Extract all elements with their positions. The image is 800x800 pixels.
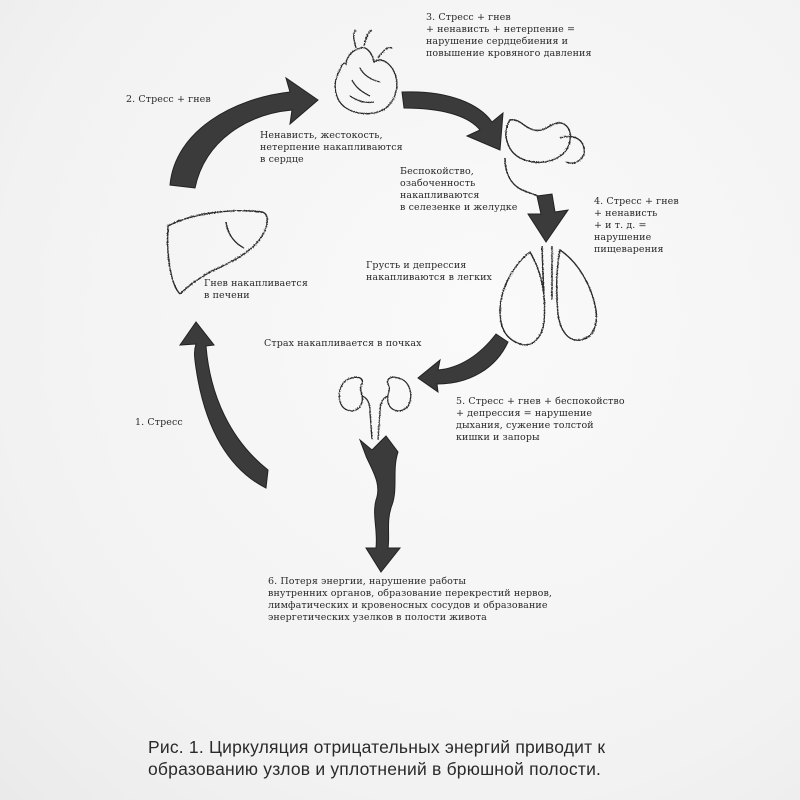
step-6-label: 6. Потеря энергии, нарушение работы внутренних органов, образование перекрестий нервов, лимфатических и кровеносных сосудов и образование энергетических узелков в полости живота	[268, 576, 553, 623]
lungs-note: Грусть и депрессия накапливаются в легких	[366, 260, 492, 283]
arrow-kidneys-to-belly	[360, 436, 400, 572]
step-2-label: 2. Стресс + гнев	[126, 94, 211, 105]
arrow-heart-to-stomach	[402, 92, 503, 150]
step-5-label: 5. Стресс + гнев + беспокойство + депрессия = нарушение дыхания, сужение толстой кишки и запоры	[456, 396, 625, 443]
stomach-note: Беспокойство, озабоченность накапливаются в селезенке и желудке	[400, 166, 518, 213]
kidneys-note: Страх накапливается в почках	[264, 338, 422, 349]
figure-caption: Рис. 1. Циркуляция отрицательных энергий приводит к образованию узлов и уплотнений в брюшной полости.	[148, 737, 606, 779]
heart-note: Ненависть, жестокость, нетерпение накапливаются в сердце	[260, 130, 403, 165]
step-4-label: 4. Стресс + гнев + ненависть + и т. д. = нарушение пищеварения	[594, 196, 679, 255]
step-3-label: 3. Стресс + гнев + ненависть + нетерпение = нарушение сердцебиения и повышение кровяного давления	[426, 12, 592, 59]
arrow-stomach-to-lungs	[528, 194, 568, 242]
step-1-label: 1. Стресс	[135, 417, 183, 428]
liver-note: Гнев накапливается в печени	[204, 278, 308, 301]
kidneys-illustration	[339, 377, 411, 440]
arrow-stress-to-liver	[180, 322, 268, 488]
lungs-illustration	[500, 246, 596, 345]
arrow-lungs-to-kidneys	[418, 334, 508, 392]
heart-illustration	[335, 30, 397, 114]
